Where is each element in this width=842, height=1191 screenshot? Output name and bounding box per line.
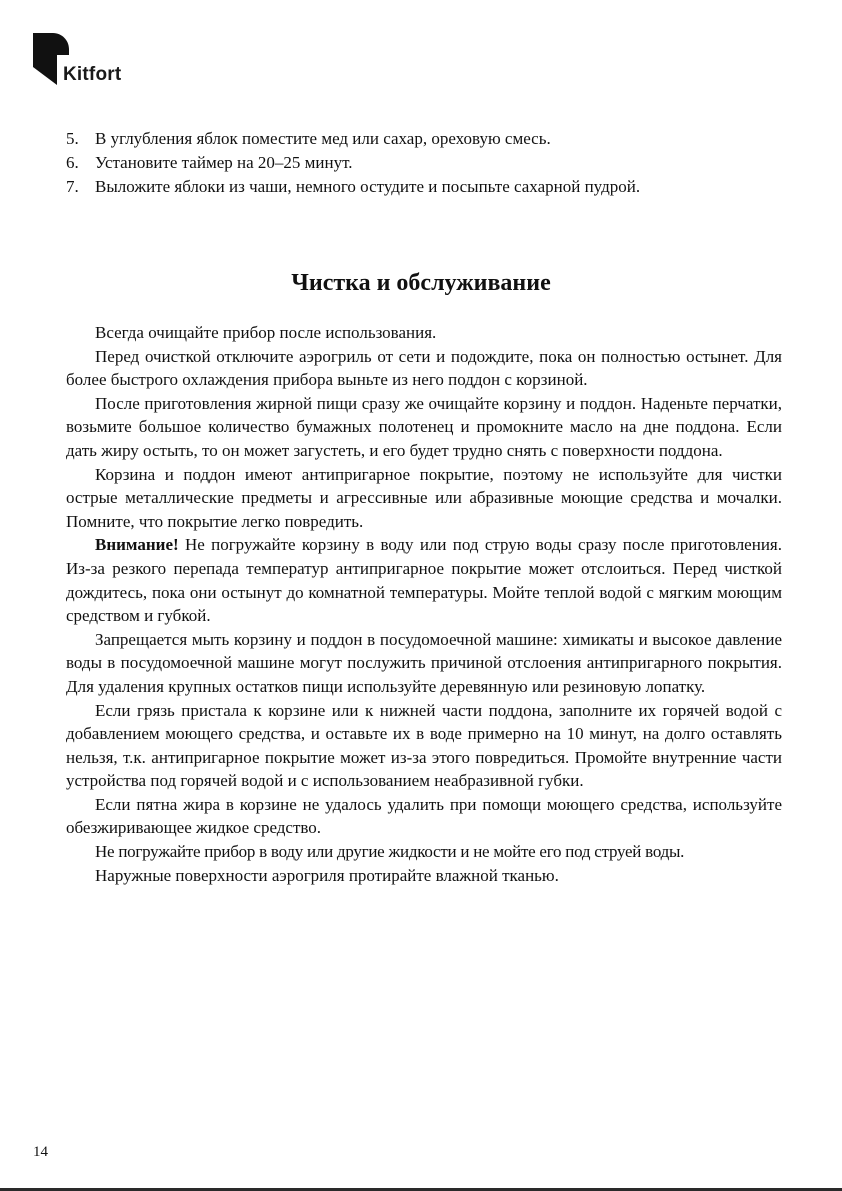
step-number: 6. [66,153,79,172]
paragraph: Не погружайте прибор в воду или другие жидкости и не мойте его под струей воды. [95,842,685,862]
paragraph: Запрещается мыть корзину и поддон в посудомоечной машине: химикаты и высокое давление воды в посудомоечной машине могут послужить причиной отслоения антипригарного покрытия. Для удаления крупных остатков пищи используйте деревянную или резиновую лопатку. [66,629,782,696]
paragraph [66,533,782,627]
brand-name: Kitfort [63,64,122,85]
step-number: 7. [66,177,79,196]
paragraph: Корзина и поддон имеют антипригарное покрытие, поэтому не используйте для чистки острые металлические предметы и агрессивные или абразивные моющие средства и мочалки. Помните, что покрытие легко повредить. [66,464,782,531]
paragraph: Наружные поверхности аэрогриля протирайте влажной тканью. [95,865,559,885]
list-item [66,175,786,199]
paragraph: Перед очисткой отключите аэрогриль от сети и подождите, пока он полностью остынет. Для более быстрого охлаждения прибора выньте из него поддон с корзиной. [66,346,782,390]
paragraph: Если пятна жира в корзине не удалось удалить при помощи моющего средства, используйте обезжиривающее жидкое средство. [66,794,782,838]
page-number: 14 [33,1144,48,1160]
list-item [66,151,786,175]
list-item [66,127,786,151]
warning-text: Не погружайте корзину в воду или под струю воды сразу после приготовления. Из-за резкого перепада температур антипригарное покрытие может отслоиться. Перед чисткой дождитесь, пока они остынут до комнатной температуры. Мойте теплой водой с мягким моющим средством и губкой. [66,535,782,626]
step-text: Установите таймер на 20–25 минут. [95,153,353,172]
steps-list [66,127,786,199]
paragraph: После приготовления жирной пищи сразу же очищайте корзину и поддон. Наденьте перчатки, возьмите большое количество бумажных полотенец и промокните масло на дне поддона. Если дать жиру остыть, то он может загустеть, и его будет трудно снять с поверхности поддона. [66,393,782,460]
step-text: Выложите яблоки из чаши, немного остудите и посыпьте сахарной пудрой. [95,177,641,196]
paragraph: Если грязь пристала к корзине или к нижней части поддона, заполните их горячей водой с добавлением моющего средства, и оставьте их в воде примерно на 10 минут, на долго оставлять нельзя, т.к. антипригарное покрытие может из-за этого повредиться. Промойте внутренние части устройства под горячей водой и с использованием неабразивной губки. [66,700,782,791]
warning-label: Внимание! [95,535,179,555]
step-number: 5. [66,129,79,148]
section-title: Чистка и обслуживание [291,270,551,296]
brand-logo [33,33,121,85]
paragraph: Всегда очищайте прибор после использования. [95,323,437,342]
section-body [66,321,782,887]
step-text: В углубления яблок поместите мед или сахар, ореховую смесь. [95,129,551,148]
